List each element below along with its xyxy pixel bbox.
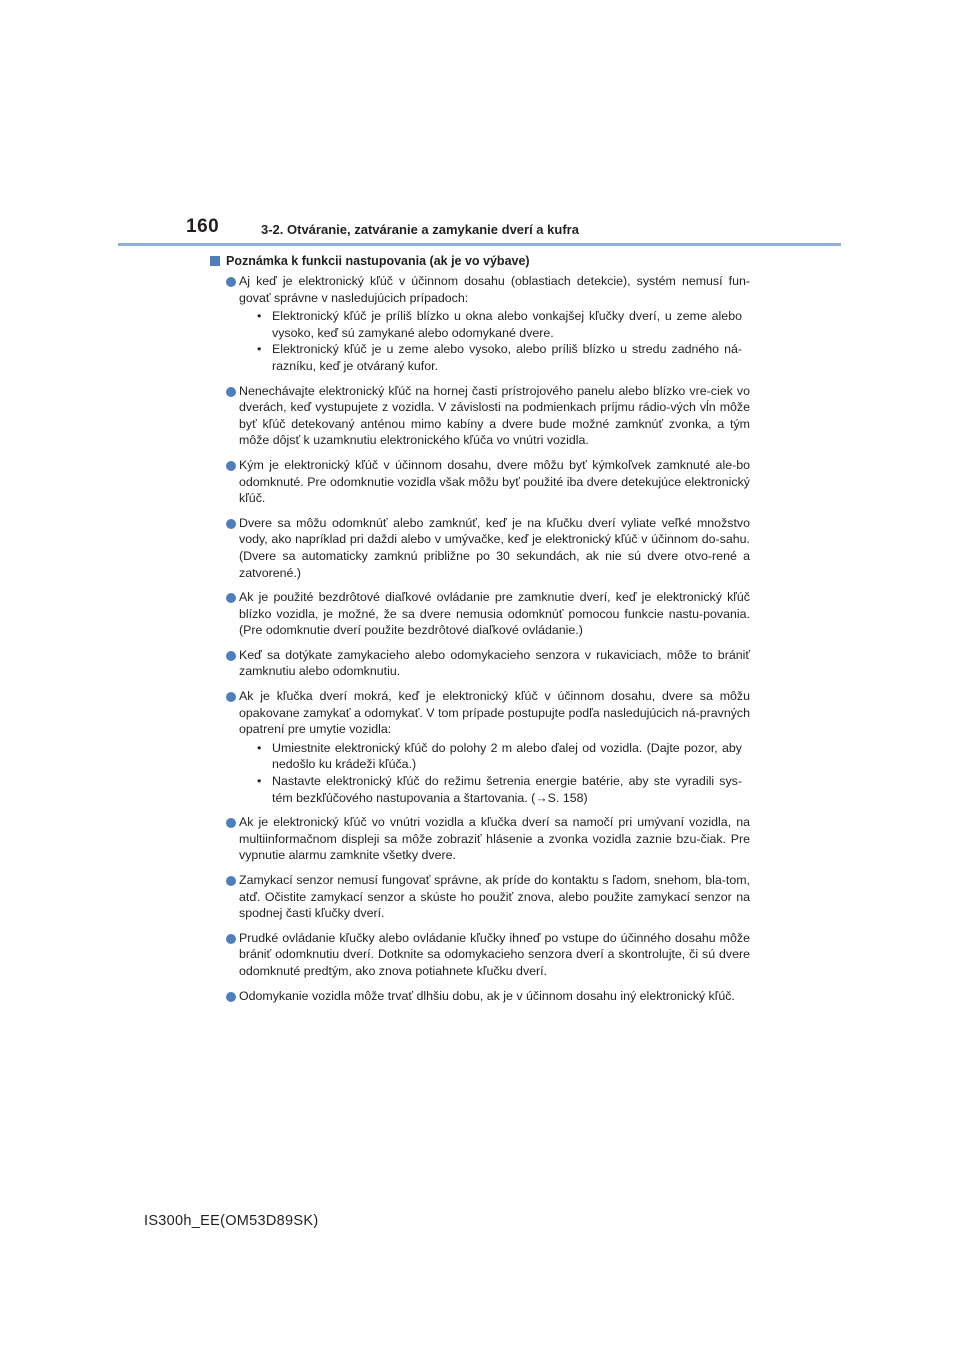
list-item [210,383,750,449]
list-item [210,589,750,639]
dot-icon: • [257,740,262,755]
circle-bullet-icon [226,519,236,529]
sub-list [239,740,750,806]
sub-list-item [239,308,750,341]
list-item-text: Ak je použité bezdrôtové diaľkové ovládanie pre zamknutie dverí, keď je elektronický kľúč blízko vozidla, je možné, že sa dvere nemusia odomknúť pomocou funkcie nastu-povania. (Pre odomknutie dverí použite bezdrôtové diaľkové ovládanie.) [239,590,750,638]
sub-list-item [239,773,750,806]
list-item [210,872,750,922]
sub-list-item [239,740,750,773]
list-item [210,273,750,375]
model-code: IS300h_EE(OM53D89SK) [144,1213,319,1229]
list-item-text: Dvere sa môžu odomknúť alebo zamknúť, keď je na kľučku dverí vyliate veľké množstvo vody, ako napríklad pri daždi alebo v umývačke, keď je elektronický kľúč v účinnom do-sahu. (Dvere sa automaticky zamknú približne po 30 sekundách, ak nie sú dvere otvo-rené a zatvorené.) [239,515,750,580]
section-heading-text: Poznámka k funkcii nastupovania (ak je vo výbave) [226,254,530,268]
list-item [210,814,750,864]
list-item-text: Odomykanie vozidla môže trvať dlhšiu dobu, ak je v účinnom dosahu iný elektronický kľúč. [239,988,735,1003]
list-item-text: Aj keď je elektronický kľúč v účinnom dosahu (oblastiach detekcie), systém nemusí fun-govať správne v nasledujúcich prípadoch: [239,274,750,305]
dot-icon: • [257,309,262,324]
square-heading-icon [210,256,220,266]
circle-bullet-icon [226,934,236,944]
list-item-text: Prudké ovládanie kľučky alebo ovládanie kľučky ihneď po vstupe do účinného dosahu môže brániť odomknutiu dverí. Dotknite sa odomykacieho senzora dverí a skontrolujte, či sú dvere odomknuté predtým, ako znova potiahnete kľučku dverí. [239,930,750,978]
page-number: 160 [186,216,220,237]
dot-icon: • [257,342,262,357]
list-item [210,688,750,806]
circle-bullet-icon [226,593,236,603]
page-content [210,253,750,1012]
circle-bullet-icon [226,992,236,1002]
circle-bullet-icon [226,277,236,287]
sub-list-item-text: Umiestnite elektronický kľúč do polohy 2 m alebo ďalej od vozidla. (Dajte pozor, aby nedošlo ku krádeži kľúča.) [272,740,742,772]
list-item [210,930,750,980]
circle-bullet-icon [226,461,236,471]
list-item [210,457,750,507]
circle-bullet-icon [226,651,236,661]
circle-bullet-icon [226,818,236,828]
list-item-text: Nenechávajte elektronický kľúč na hornej časti prístrojového panelu alebo blízko vre-ciek vo dverách, keď vystupujete z vozidla. V závislosti na podmienkach príjmu rádio-vých vĺn môže byť kľúč detekovaný anténou mimo kabíny a dvere bude možné zamknúť zvonka, a tým môže dôjsť k uzamknutiu elektronického kľúča vo vnútri vozidla. [239,383,750,448]
chapter-title: 3-2. Otváranie, zatváranie a zamykanie dverí a kufra [261,222,579,237]
list-item-text: Kým je elektronický kľúč v účinnom dosahu, dvere môžu byť kýmkoľvek zamknuté ale-bo odomknuté. Pre odomknutie vozidla však môžu byť použité iba dvere detekujúce elektronický kľúč. [239,457,750,506]
list-item [210,647,750,680]
sub-list-item-text: Nastavte elektronický kľúč do režimu šetrenia energie batérie, aby ste vyradili sys-tém bezkľúčového nastupovania a štartovania. (→S. 158) [272,774,742,805]
list-item-text: Zamykací senzor nemusí fungovať správne, ak príde do kontaktu s ľadom, snehom, bla-tom, atď. Očistite zamykací senzor a skúste ho použiť znova, alebo použite zamykací senzor na spodnej časti kľučky dverí. [239,873,750,921]
list-item [210,988,750,1005]
sub-list-item [239,341,750,374]
header-divider [118,243,841,246]
sub-list-item-text: Elektronický kľúč je príliš blízko u okna alebo vonkajšej kľučky dverí, u zeme alebo vysoko, keď sú zamykané alebo odomykané dvere. [272,309,742,340]
dot-icon: • [257,774,262,789]
circle-bullet-icon [226,387,236,397]
sub-list-item-text: Elektronický kľúč je u zeme alebo vysoko, alebo príliš blízko u stredu zadného ná-razníku, keď je otváraný kufor. [272,342,742,373]
list-item-text: Ak je kľučka dverí mokrá, keď je elektronický kľúč v účinnom dosahu, dvere sa môžu opakovane zamykať a odomykať. V tom prípade postupujte podľa nasledujúcich ná-pravných opatrení pre umytie vozidla: [239,689,750,737]
circle-bullet-icon [226,692,236,702]
sub-list [239,308,750,374]
list-item [210,515,750,581]
circle-bullet-icon [226,876,236,886]
list-item-text: Ak je elektronický kľúč vo vnútri vozidla a kľučka dverí sa namočí pri umývaní vozidla, na multiinformačnom displeji sa môže zobraziť hlásenie a zvonka vozidla zaznie bzu-čiak. Pre vypnutie alarmu zamknite všetky dvere. [239,815,750,863]
list-item-text: Keď sa dotýkate zamykacieho alebo odomykacieho senzora v rukaviciach, môže to brániť zamknutiu alebo odomknutiu. [239,647,750,679]
section-heading [210,253,750,270]
